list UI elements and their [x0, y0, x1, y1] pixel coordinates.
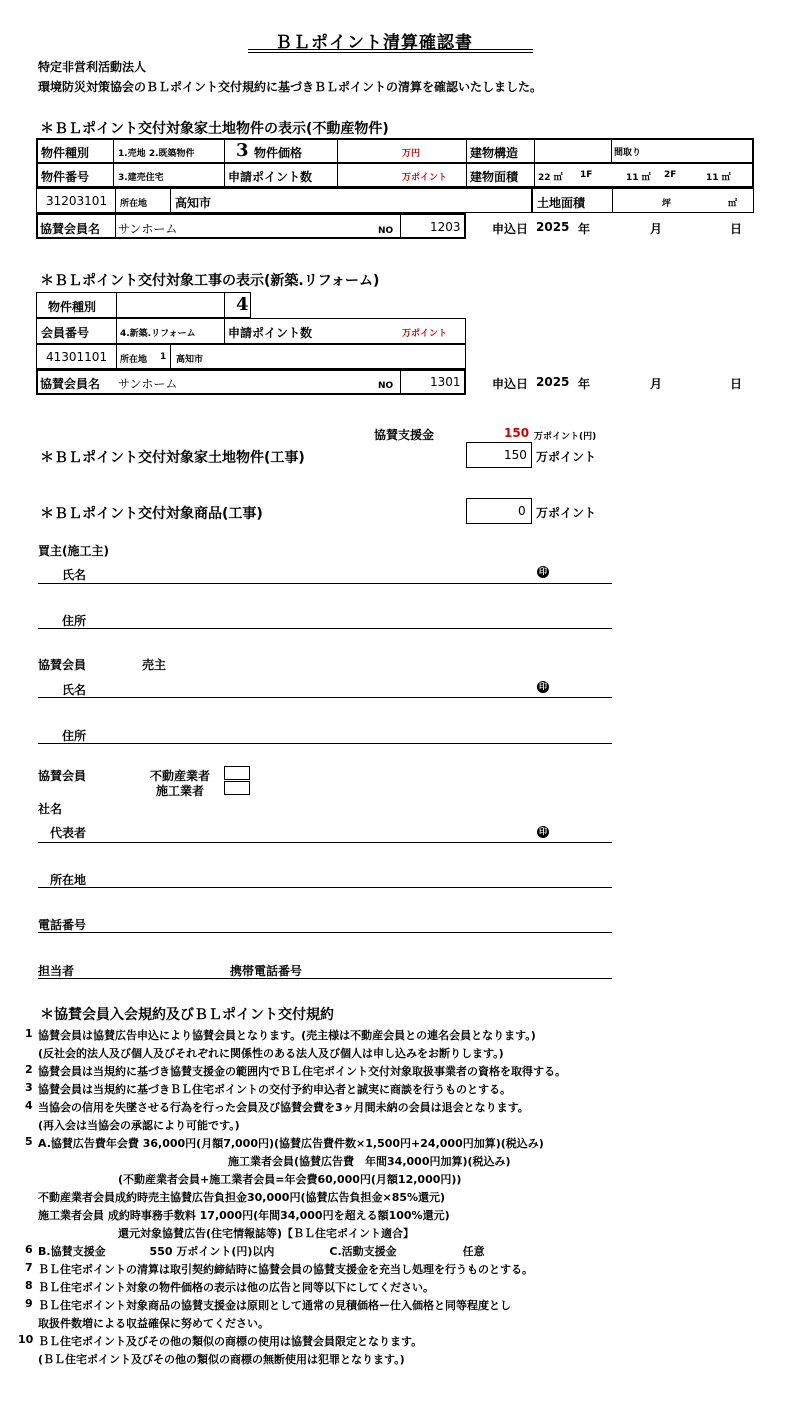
s2-number-value[interactable]: 41301101	[46, 350, 108, 364]
s2-month-label: 月	[650, 377, 663, 391]
company-phone-label: 電話番号	[38, 918, 87, 932]
rule-text: (ＢＬ住宅ポイント及びその他の類似の商標の無断使用は犯罪となります。)	[38, 1353, 405, 1366]
s1-member-value[interactable]: サンホーム	[118, 222, 178, 236]
s2-points-unit: 万ポイント	[402, 329, 448, 339]
rule-number: 1	[25, 1027, 33, 1040]
seller-address-label: 住所	[62, 729, 87, 743]
builder-checkbox[interactable]	[224, 781, 250, 795]
s1-area-total: 22 ㎡	[538, 173, 563, 183]
rule-text: ＢＬ住宅ポイントの清算は取引契約締結時に協賛会員の協賛支援金を充当し処理を行うものとする。	[38, 1263, 533, 1276]
seller-role: 売主	[142, 658, 167, 672]
s1-year-value[interactable]: 2025	[536, 220, 570, 234]
company-staff-label: 担当者	[38, 964, 75, 978]
rule-number: 9	[25, 1297, 33, 1310]
company-mobile-label: 携帯電話番号	[230, 964, 303, 978]
rule-text: ＢＬ住宅ポイント対象の物件価格の表示は他の広告と同等以下にしてください。	[38, 1281, 434, 1294]
page-title: ＢＬポイント清算確認書	[275, 33, 473, 53]
rule-text: A.協賛広告費年会費 36,000円(月額7,000円)(協賛広告費件数×1,500円+24,000円加算)(税込み)	[38, 1137, 544, 1150]
s2-location-value[interactable]: 高知市	[176, 355, 204, 365]
s1-location-value[interactable]: 高知市	[175, 196, 212, 210]
rule-number: 5	[25, 1135, 33, 1148]
s2-no-label: NO	[378, 381, 394, 391]
company-location-label: 所在地	[50, 873, 87, 887]
s1-area-2f: 11 ㎡	[706, 173, 731, 183]
s1-structure-label: 建物構造	[470, 146, 519, 160]
s1-apply-points-label: 申請ポイント数	[228, 170, 313, 184]
buyer-heading: 買主(施工主)	[38, 544, 109, 558]
intro-text: 環境防災対策協会のＢＬポイント交付規約に基づきＢＬポイントの清算を確認いたしました。	[38, 80, 543, 94]
s2-no-value[interactable]: 1301	[430, 375, 461, 389]
company-heading: 協賛会員	[38, 769, 87, 783]
title-underline	[248, 49, 533, 50]
buyer-address-line[interactable]	[38, 628, 612, 629]
s1-day-label: 日	[730, 222, 743, 236]
seller-heading: 協賛会員	[38, 658, 87, 672]
seller-address-line[interactable]	[38, 743, 612, 744]
s2-year-label: 年	[578, 377, 591, 391]
company-rep-label: 代表者	[50, 826, 87, 840]
s1-no-label: NO	[378, 226, 394, 236]
property-points-unit: 万ポイント	[536, 450, 597, 464]
company-phone-line[interactable]	[38, 932, 612, 933]
s1-type-value[interactable]: 3	[236, 140, 249, 161]
company-opt-realestate: 不動産業者	[150, 769, 211, 783]
seller-name-label: 氏名	[62, 683, 87, 697]
company-rep-line[interactable]	[38, 842, 612, 843]
s1-area-1f-label: 1F	[580, 170, 593, 180]
rule-text: 施工業者会員(協賛広告費 年間34,000円加算)(税込み)	[228, 1155, 511, 1168]
rule-text: B.協賛支援金 550 万ポイント(円)以内 C.活動支援金 任意	[38, 1245, 485, 1258]
rule-text: (再入会は当協会の承認により可能です。)	[38, 1119, 240, 1132]
s2-type-option: 4.新築.リフォーム	[120, 329, 196, 339]
s1-member-label: 協賛会員名	[40, 222, 101, 236]
rule-number: 7	[25, 1261, 33, 1274]
rule-number: 8	[25, 1279, 33, 1292]
s1-area-label: 建物面積	[470, 170, 519, 184]
rule-number: 6	[25, 1243, 33, 1256]
seller-name-line[interactable]	[38, 697, 612, 698]
s1-layout-label: 間取り	[614, 148, 642, 158]
buyer-address-label: 住所	[62, 614, 87, 628]
rule-text: 当協会の信用を失墜させる行為を行った会員及び協賛会費を3ヶ月間未納の会員は退会となります。	[38, 1101, 529, 1114]
buyer-name-label: 氏名	[62, 568, 87, 582]
s2-day-label: 日	[730, 377, 743, 391]
property-points-value[interactable]: 150	[504, 448, 527, 462]
support-value[interactable]: 150	[504, 426, 530, 440]
s2-member-value[interactable]: サンホーム	[118, 377, 178, 391]
rule-text: 取扱件数増による収益確保に努めてください。	[38, 1317, 269, 1330]
rules-heading: ＊協賛会員入会規約及びＢＬポイント交付規約	[40, 1007, 334, 1023]
company-name-label: 社名	[38, 802, 63, 816]
s1-land-area-label: 土地面積	[537, 196, 586, 210]
s1-type-label: 物件種別	[41, 146, 90, 160]
support-unit: 万ポイント(円)	[534, 432, 597, 442]
s1-number-label: 物件番号	[41, 170, 90, 184]
rule-text: 協賛会員は当規約に基づきＢＬ住宅ポイントの交付予約申込者と誠実に商談を行うものとする。	[38, 1083, 511, 1096]
s1-month-label: 月	[650, 222, 663, 236]
s2-location-num: 1	[160, 352, 167, 362]
s2-apply-points-label: 申請ポイント数	[228, 326, 313, 340]
s1-price-unit: 万円	[402, 149, 421, 159]
company-seal-icon: 印	[539, 827, 547, 836]
rule-text: (反社会的法人及び個人及びそれぞれに関係性のある法人及び個人は申し込みをお断りします。)	[38, 1047, 504, 1060]
company-location-line[interactable]	[38, 887, 612, 888]
rule-text: ＢＬ住宅ポイント及びその他の類似の商標の使用は協賛会員限定となります。	[38, 1335, 423, 1348]
company-opt-builder: 施工業者	[156, 784, 205, 798]
s2-type-value[interactable]: 4	[236, 294, 249, 315]
s2-apply-date-label: 申込日	[492, 377, 529, 391]
product-points-value[interactable]: 0	[518, 504, 526, 518]
rule-text: 協賛会員は当規約に基づき協賛支援金の範囲内でＢＬ住宅ポイント交付対象取扱事業者の資格を取得する。	[38, 1065, 566, 1078]
s1-no-value[interactable]: 1203	[430, 220, 461, 234]
rule-text: 還元対象協賛広告(住宅情報誌等)【ＢＬ住宅ポイント適合】	[118, 1227, 415, 1240]
s1-location-label: 所在地	[120, 199, 148, 209]
rule-text: 協賛会員は協賛広告申込により協賛会員となります。(売主様は不動産会員との連名会員となります。)	[38, 1029, 536, 1042]
s1-year-label: 年	[578, 222, 591, 236]
rule-text: ＢＬ住宅ポイント対象商品の協賛支援金は原則として通常の見積価格ー仕入価格と同等程度とし	[38, 1299, 511, 1312]
s1-apply-date-label: 申込日	[492, 222, 529, 236]
rule-text: (不動産業者会員+施工業者会員=年会費60,000円(月額12,000円))	[118, 1173, 462, 1186]
s2-member-label: 協賛会員名	[40, 377, 101, 391]
product-points-unit: 万ポイント	[536, 506, 597, 520]
s2-type-label: 物件種別	[48, 300, 97, 314]
company-staff-line[interactable]	[38, 978, 612, 979]
s1-tsubo-unit: 坪	[662, 199, 672, 209]
section2-heading: ＊ＢＬポイント交付対象工事の表示(新築.リフォーム)	[40, 273, 380, 289]
rule-number: 4	[25, 1099, 33, 1112]
s2-year-value[interactable]: 2025	[536, 375, 570, 389]
s1-area-1f: 11 ㎡	[626, 173, 651, 183]
s1-type-options: 1.売地 2.既築物件	[118, 149, 195, 159]
seller-seal-icon: 印	[539, 682, 547, 691]
s1-number-option: 3.建売住宅	[118, 173, 164, 183]
realestate-checkbox[interactable]	[224, 766, 250, 780]
rule-text: 施工業者会員 成約時事務手数料 17,000円(年間34,000円を超える額100%還元)	[38, 1209, 450, 1222]
s1-sqm-unit: ㎡	[728, 199, 738, 209]
s1-area-2f-label: 2F	[664, 170, 677, 180]
buyer-seal-icon: 印	[539, 567, 547, 576]
section1-heading: ＊ＢＬポイント交付対象家土地物件の表示(不動産物件)	[40, 121, 389, 137]
support-label: 協賛支援金	[374, 428, 435, 442]
org-label: 特定非営利活動法人	[38, 60, 147, 74]
s2-number-label: 会員番号	[41, 326, 90, 340]
s2-location-label: 所在地	[120, 355, 148, 365]
s1-points-unit: 万ポイント	[402, 173, 448, 183]
rule-number: 3	[25, 1081, 33, 1094]
rule-number: 2	[25, 1063, 33, 1076]
rule-text: 不動産業者会員成約時売主協賛広告負担金30,000円(協賛広告負担金×85%還元)	[38, 1191, 446, 1204]
s1-price-label: 物件価格	[254, 146, 303, 160]
property-points-label: ＊ＢＬポイント交付対象家土地物件(工事)	[40, 450, 305, 466]
title-underline-2	[248, 52, 533, 53]
product-points-label: ＊ＢＬポイント交付対象商品(工事)	[40, 506, 263, 522]
rule-number: 10	[18, 1333, 34, 1346]
s1-number-value[interactable]: 31203101	[46, 194, 108, 208]
buyer-name-line[interactable]	[38, 583, 612, 584]
